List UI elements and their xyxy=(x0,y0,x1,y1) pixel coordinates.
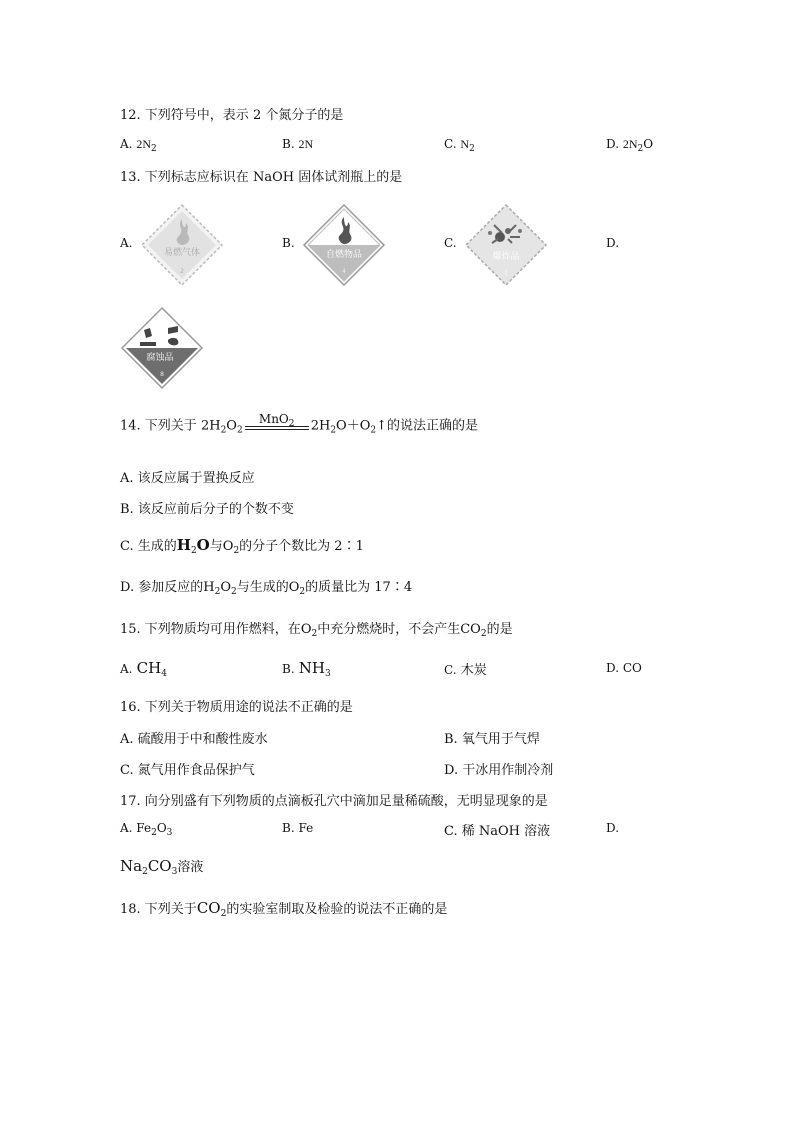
q17-option-a: A. $Fe_2O_3$ xyxy=(120,821,173,838)
q14-option-d: D. 参加反应的$H_2O_2$与生成的$O_2$的质量比为 17∶4 xyxy=(120,580,413,597)
q12-option-b: B. 2N xyxy=(282,137,314,151)
q17-option-b: B. Fe xyxy=(282,821,314,835)
q13-option-d-letter: D. xyxy=(606,236,620,250)
q14-option-c: C. 生成的$H_2O$与$O_2$的分子个数比为 2∶1 xyxy=(120,536,364,556)
q16-option-b: B. 氧气用于气焊 xyxy=(444,732,540,747)
q13-stem: 13. 下列标志应标识在 NaOH 固体试剂瓶上的是 xyxy=(120,170,403,185)
explosive-sign-icon xyxy=(464,203,548,287)
sign-b-label: 自燃物品 xyxy=(325,250,363,260)
spontaneous-combustion-sign-icon xyxy=(302,203,386,287)
sign-d-number: 8 xyxy=(160,371,164,378)
q16-option-a: A. 硫酸用于中和酸性废水 xyxy=(120,732,268,747)
q12-option-a: A. $2N_2$ xyxy=(120,137,157,154)
q14-stem: 14. 下列关于 $2H_2O_2$ MnO$_2$ $2H_2O+O_2↑$的说法正确的是 xyxy=(120,412,478,440)
sign-c-number: 1 xyxy=(504,270,508,277)
q14-option-a: A. 该反应属于置换反应 xyxy=(120,471,255,486)
q18-stem: 18. 下列关于$CO_2$的实验室制取及检验的说法不正确的是 xyxy=(120,899,448,919)
q17-stem: 17. 向分别盛有下列物质的点滴板孔穴中滴加足量稀硫酸，无明显现象的是 xyxy=(120,794,548,809)
q15-option-c: C. 木炭 xyxy=(444,663,487,678)
q15-option-b: B. $NH_3$ xyxy=(282,659,331,679)
sign-a-label: 易燃气体 xyxy=(163,248,201,258)
q16-option-c: C. 氮气用作食品保护气 xyxy=(120,763,255,778)
catalyst-arrow: MnO$_2$ xyxy=(245,412,309,440)
q13-option-c-letter: C. xyxy=(444,236,457,250)
q15-option-a: A. $CH_4$ xyxy=(120,659,167,679)
q12-option-d: D. $2N_2O$ xyxy=(606,137,654,154)
sign-b-number: 4 xyxy=(342,268,346,275)
q12-stem: 12. 下列符号中，表示 2 个氮分子的是 xyxy=(120,108,344,123)
q16-stem: 16. 下列关于物质用途的说法不正确的是 xyxy=(120,700,353,715)
q12-option-c: C. $N_2$ xyxy=(444,137,475,154)
q15-option-d: D. CO xyxy=(606,661,642,675)
q17-option-d-letter: D. xyxy=(606,821,620,835)
corrosive-sign-icon xyxy=(120,306,204,390)
flammable-gas-sign-icon xyxy=(140,203,224,287)
q17-option-c: C. 稀 NaOH 溶液 xyxy=(444,824,551,839)
q13-option-b-letter: B. xyxy=(282,236,295,250)
q16-option-d: D. 干冰用作制冷剂 xyxy=(444,763,554,778)
q15-stem: 15. 下列物质均可用作燃料，在$O_2$中充分燃烧时，不会产生$CO_2$的是 xyxy=(120,622,513,639)
q17-option-d-content: $Na_2CO_3$溶液 xyxy=(120,857,204,877)
sign-c-label: 爆炸品 xyxy=(492,252,520,262)
q13-option-a-letter: A. xyxy=(120,236,133,250)
q14-option-b: B. 该反应前后分子的个数不变 xyxy=(120,502,294,517)
sign-d-label: 腐蚀品 xyxy=(146,353,174,363)
sign-a-number: 2 xyxy=(180,268,184,275)
